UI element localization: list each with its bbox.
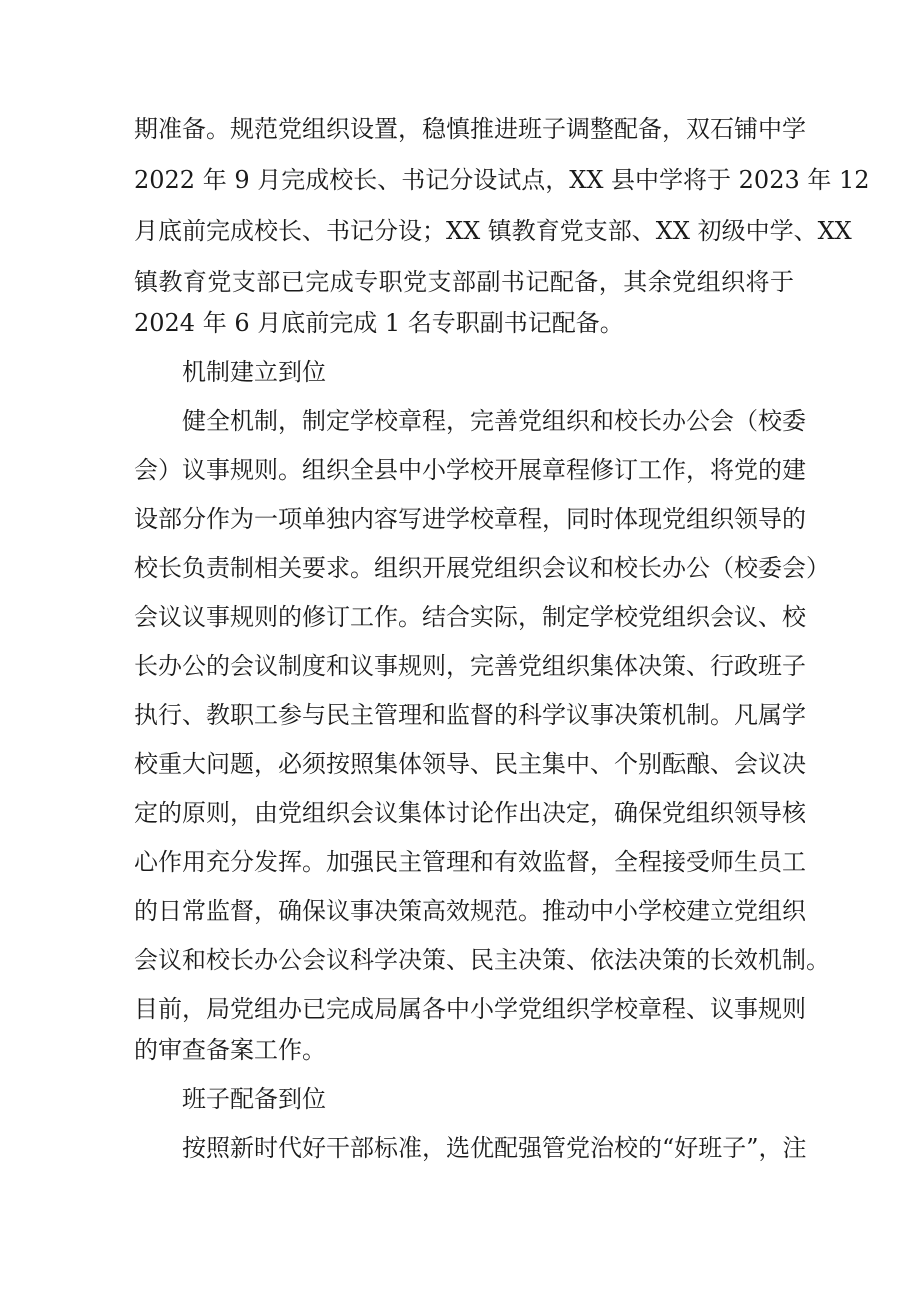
paragraph-2-line-4: 校长负责制相关要求。组织开展党组织会议和校长办公（校委会） [134, 554, 830, 582]
paragraph-2-line-6: 长办公的会议制度和议事规则，完善党组织集体决策、行政班子 [134, 652, 806, 680]
paragraph-1-line-2: 2022 年 9 月完成校长、书记分设试点，XX 县中学将于 2023 年 12 [134, 166, 870, 194]
paragraph-2-line-8: 校重大问题，必须按照集体领导、民主集中、个别酝酿、会议决 [134, 750, 806, 778]
paragraph-2-line-14: 的审查备案工作。 [134, 1036, 326, 1064]
paragraph-2-line-1: 健全机制，制定学校章程，完善党组织和校长办公会（校委 [182, 407, 806, 435]
section-heading-team: 班子配备到位 [182, 1085, 326, 1113]
section-heading-mechanism: 机制建立到位 [182, 358, 326, 386]
paragraph-1-line-3: 月底前完成校长、书记分设；XX 镇教育党支部、XX 初级中学、XX [134, 217, 852, 245]
paragraph-1-line-4: 镇教育党支部已完成专职党支部副书记配备，其余党组织将于 [134, 268, 794, 296]
paragraph-2-line-7: 执行、教职工参与民主管理和监督的科学议事决策机制。凡属学 [134, 701, 806, 729]
paragraph-2-line-13: 目前，局党组办已完成局属各中小学党组织学校章程、议事规则 [134, 995, 806, 1023]
paragraph-2-line-10: 心作用充分发挥。加强民主管理和有效监督，全程接受师生员工 [134, 848, 806, 876]
paragraph-2-line-5: 会议议事规则的修订工作。结合实际，制定学校党组织会议、校 [134, 603, 806, 631]
paragraph-2-line-9: 定的原则，由党组织会议集体讨论作出决定，确保党组织领导核 [134, 799, 806, 827]
paragraph-2-line-12: 会议和校长办公会议科学决策、民主决策、依法决策的长效机制。 [134, 946, 830, 974]
paragraph-1-line-1: 期准备。规范党组织设置，稳慎推进班子调整配备，双石铺中学 [134, 115, 806, 143]
paragraph-2-line-3: 设部分作为一项单独内容写进学校章程，同时体现党组织领导的 [134, 505, 806, 533]
paragraph-2-line-11: 的日常监督，确保议事决策高效规范。推动中小学校建立党组织 [134, 897, 806, 925]
paragraph-1-line-5: 2024 年 6 月底前完成 1 名专职副书记配备。 [134, 309, 624, 337]
paragraph-3-line-1: 按照新时代好干部标准，选优配强管党治校的“好班子”，注 [182, 1134, 807, 1162]
paragraph-2-line-2: 会）议事规则。组织全县中小学校开展章程修订工作，将党的建 [134, 456, 806, 484]
